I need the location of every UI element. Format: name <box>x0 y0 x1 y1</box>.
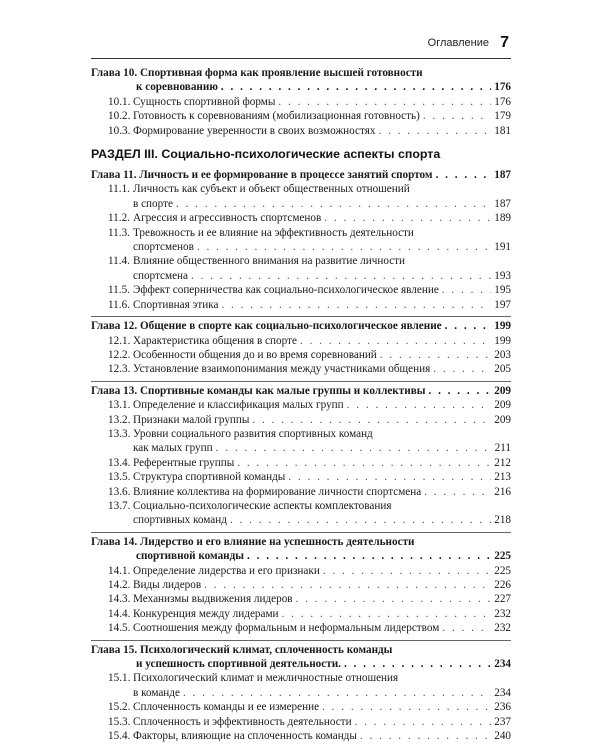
page-ref: 181 <box>494 124 511 137</box>
dot-leader <box>445 319 492 333</box>
toc-entry[interactable]: 13.2. Признаки малой группы . . . 209 <box>91 413 511 427</box>
toc-entry[interactable]: 10.3. Формирование уверенности в своих возможностях . . . 181 <box>91 124 511 138</box>
page-ref: 218 <box>494 514 511 527</box>
dot-leader <box>442 283 491 297</box>
page-ref: 195 <box>494 284 511 297</box>
page-ref: 189 <box>494 212 511 225</box>
chapter-title[interactable]: Глава 13. Спортивные команды как малые группы и коллективы . . . 209 <box>91 384 511 398</box>
chapter-title[interactable]: Глава 15. Психологический климат, сплоченность команды <box>91 643 393 656</box>
page-ref: 193 <box>494 269 511 282</box>
page-ref: 209 <box>494 399 511 412</box>
page-ref: 199 <box>494 320 511 333</box>
page-ref: 176 <box>494 95 511 108</box>
toc-entry[interactable]: 13.1. Определение и классификация малых групп . . . 209 <box>91 398 511 412</box>
toc-entry-cont[interactable]: как малых групп . . . 211 <box>91 441 511 455</box>
toc-entry[interactable]: 11.6. Спортивная этика . . . 197 <box>91 298 511 312</box>
toc-entry[interactable]: 13.5. Структура спортивной команды . . . 213 <box>91 470 511 484</box>
page-ref: 209 <box>494 384 511 397</box>
page-ref: 232 <box>494 607 511 620</box>
page-ref: 176 <box>494 81 511 94</box>
running-header <box>91 36 511 59</box>
page-ref: 187 <box>494 169 511 182</box>
dot-leader <box>176 197 491 211</box>
toc-entry-cont[interactable]: в спорте . . . 187 <box>91 197 511 211</box>
toc-entry[interactable]: 14.1. Определение лидерства и его признаки . . . 225 <box>91 564 511 578</box>
chapter-title-cont[interactable]: к соревнованию . . . 176 <box>91 80 511 94</box>
chapter-title[interactable]: Глава 10. Спортивная форма как проявление высшей готовности <box>91 67 423 79</box>
page-ref: 187 <box>494 197 511 210</box>
page-ref: 237 <box>494 715 511 728</box>
page-ref: 234 <box>494 658 511 671</box>
dot-leader <box>288 470 491 484</box>
toc-entry[interactable]: 15.2. Сплоченность команды и ее измерение . . . 236 <box>91 700 511 714</box>
dot-leader <box>355 715 492 729</box>
page-number: 7 <box>500 34 509 51</box>
page-ref: 205 <box>494 363 511 376</box>
dot-leader <box>344 657 491 671</box>
page-ref: 216 <box>494 485 511 498</box>
dot-leader <box>252 413 491 427</box>
toc-entry[interactable]: 14.2. Виды лидеров . . . 226 <box>91 578 511 592</box>
dot-leader <box>296 592 492 606</box>
page-ref: 203 <box>494 348 511 361</box>
dot-leader <box>191 269 491 283</box>
dot-leader <box>197 240 491 254</box>
toc-entry[interactable]: 11.5. Эффект соперничества как социально-психологическое явление . . . 195 <box>91 283 511 297</box>
page-ref: 179 <box>494 110 511 123</box>
dot-leader <box>360 729 491 743</box>
toc-entry[interactable]: 13.6. Влияние коллектива на формирование личности спортсмена . . . 216 <box>91 485 511 499</box>
dot-leader <box>436 168 492 182</box>
page-ref: 199 <box>494 334 511 347</box>
dot-leader <box>221 298 491 312</box>
toc-entry[interactable]: 13.4. Референтные группы . . . 212 <box>91 456 511 470</box>
dot-leader <box>442 621 491 635</box>
toc-entry[interactable]: 12.2. Особенности общения до и во время соревнований . . . 203 <box>91 348 511 362</box>
page-ref: 197 <box>494 298 511 311</box>
dot-leader <box>423 109 491 123</box>
page-ref: 209 <box>494 413 511 426</box>
chapter-title[interactable]: Глава 11. Личность и ее формирование в процессе занятий спортом . . . 187 <box>91 168 511 182</box>
toc-entry[interactable]: 15.3. Сплоченность и эффективность деятельности . . . 237 <box>91 715 511 729</box>
dot-leader <box>323 564 491 578</box>
toc-entry[interactable]: 14.5. Соотношения между формальным и неформальным лидерством . . . 232 <box>91 621 511 635</box>
dot-leader <box>183 686 491 700</box>
toc-entry[interactable]: 10.2. Готовность к соревнованиям (мобилизационная готовность) . . . 179 <box>91 109 511 123</box>
chapter-title[interactable]: Глава 12. Общение в спорте как социально-психологическое явление . . . 199 <box>91 319 511 333</box>
part-heading: РАЗДЕЛ III. Социально-психологические аспекты спорта <box>91 147 441 162</box>
toc-entry-cont[interactable]: в команде . . . 234 <box>91 686 511 700</box>
toc-entry[interactable]: 13.3. Уровни социального развития спортивных команд <box>108 427 373 440</box>
toc-entry[interactable]: 15.4. Факторы, влияющие на сплоченность команды . . . 240 <box>91 729 511 743</box>
chapter-12 <box>91 316 511 377</box>
page-ref: 227 <box>494 593 511 606</box>
dot-leader <box>300 334 491 348</box>
toc-entry-cont[interactable]: спортсмена . . . 193 <box>91 269 511 283</box>
chapter-13 <box>91 381 511 528</box>
toc-entry[interactable]: 11.2. Агрессия и агрессивность спортсменов . . . 189 <box>91 211 511 225</box>
chapter-15 <box>91 640 511 744</box>
page-ref: 212 <box>494 456 511 469</box>
toc-entry-cont[interactable]: спортивных команд . . . 218 <box>91 513 511 527</box>
dot-leader <box>204 578 491 592</box>
dot-leader <box>380 348 491 362</box>
dot-leader <box>230 513 491 527</box>
page-ref: 232 <box>494 622 511 635</box>
toc-entry[interactable]: 11.3. Тревожность и ее влияние на эффективность деятельности <box>108 226 414 239</box>
table-of-contents <box>91 66 511 743</box>
toc-entry[interactable]: 10.1. Сущность спортивной формы . . . 176 <box>91 95 511 109</box>
toc-entry[interactable]: 14.4. Конкуренция между лидерами . . . 232 <box>91 607 511 621</box>
dot-leader <box>322 700 491 714</box>
toc-entry[interactable]: 13.7. Социально-психологические аспекты комплектования <box>108 499 392 512</box>
toc-entry[interactable]: 12.3. Установление взаимопонимания между участниками общения . . . 205 <box>91 362 511 376</box>
chapter-11 <box>91 168 511 312</box>
chapter-14 <box>91 532 511 636</box>
dot-leader <box>428 384 491 398</box>
chapter-10 <box>91 66 511 138</box>
toc-entry[interactable]: 11.4. Влияние общественного внимания на развитие личности <box>108 255 406 268</box>
page-ref: 213 <box>494 471 511 484</box>
dot-leader <box>424 485 491 499</box>
page-ref: 236 <box>494 701 511 714</box>
page-ref: 225 <box>494 550 511 563</box>
page-ref: 191 <box>494 241 511 254</box>
chapter-title-cont[interactable]: и успешность спортивной деятельности. . . . 234 <box>91 657 511 671</box>
dot-leader <box>347 398 492 412</box>
toc-entry[interactable]: 15.1. Психологический климат и межличностные отношения <box>108 672 399 685</box>
dot-leader <box>278 95 491 109</box>
toc-entry-cont[interactable]: спортсменов . . . 191 <box>91 240 511 254</box>
dot-leader <box>221 80 491 94</box>
page-ref: 240 <box>494 730 511 743</box>
header-section-title: Оглавление <box>427 37 489 49</box>
dot-leader <box>237 456 491 470</box>
toc-entry[interactable]: 11.1. Личность как субъект и объект общественных отношений <box>108 183 410 196</box>
toc-entry[interactable]: 14.3. Механизмы выдвижения лидеров . . . 227 <box>91 592 511 606</box>
dot-leader <box>216 441 492 455</box>
page-ref: 225 <box>494 564 511 577</box>
page-ref: 211 <box>494 442 511 455</box>
dot-leader <box>433 362 491 376</box>
page-ref: 234 <box>494 686 511 699</box>
page-ref: 226 <box>494 579 511 591</box>
dot-leader <box>247 549 491 563</box>
chapter-title-cont[interactable]: спортивной команды . . . 225 <box>91 549 511 563</box>
toc-entry[interactable]: 12.1. Характеристика общения в спорте . . . 199 <box>91 334 511 348</box>
chapter-title[interactable]: Глава 14. Лидерство и его влияние на успешность деятельности <box>91 535 415 548</box>
dot-leader <box>378 124 491 138</box>
dot-leader <box>324 211 491 225</box>
dot-leader <box>282 607 492 621</box>
